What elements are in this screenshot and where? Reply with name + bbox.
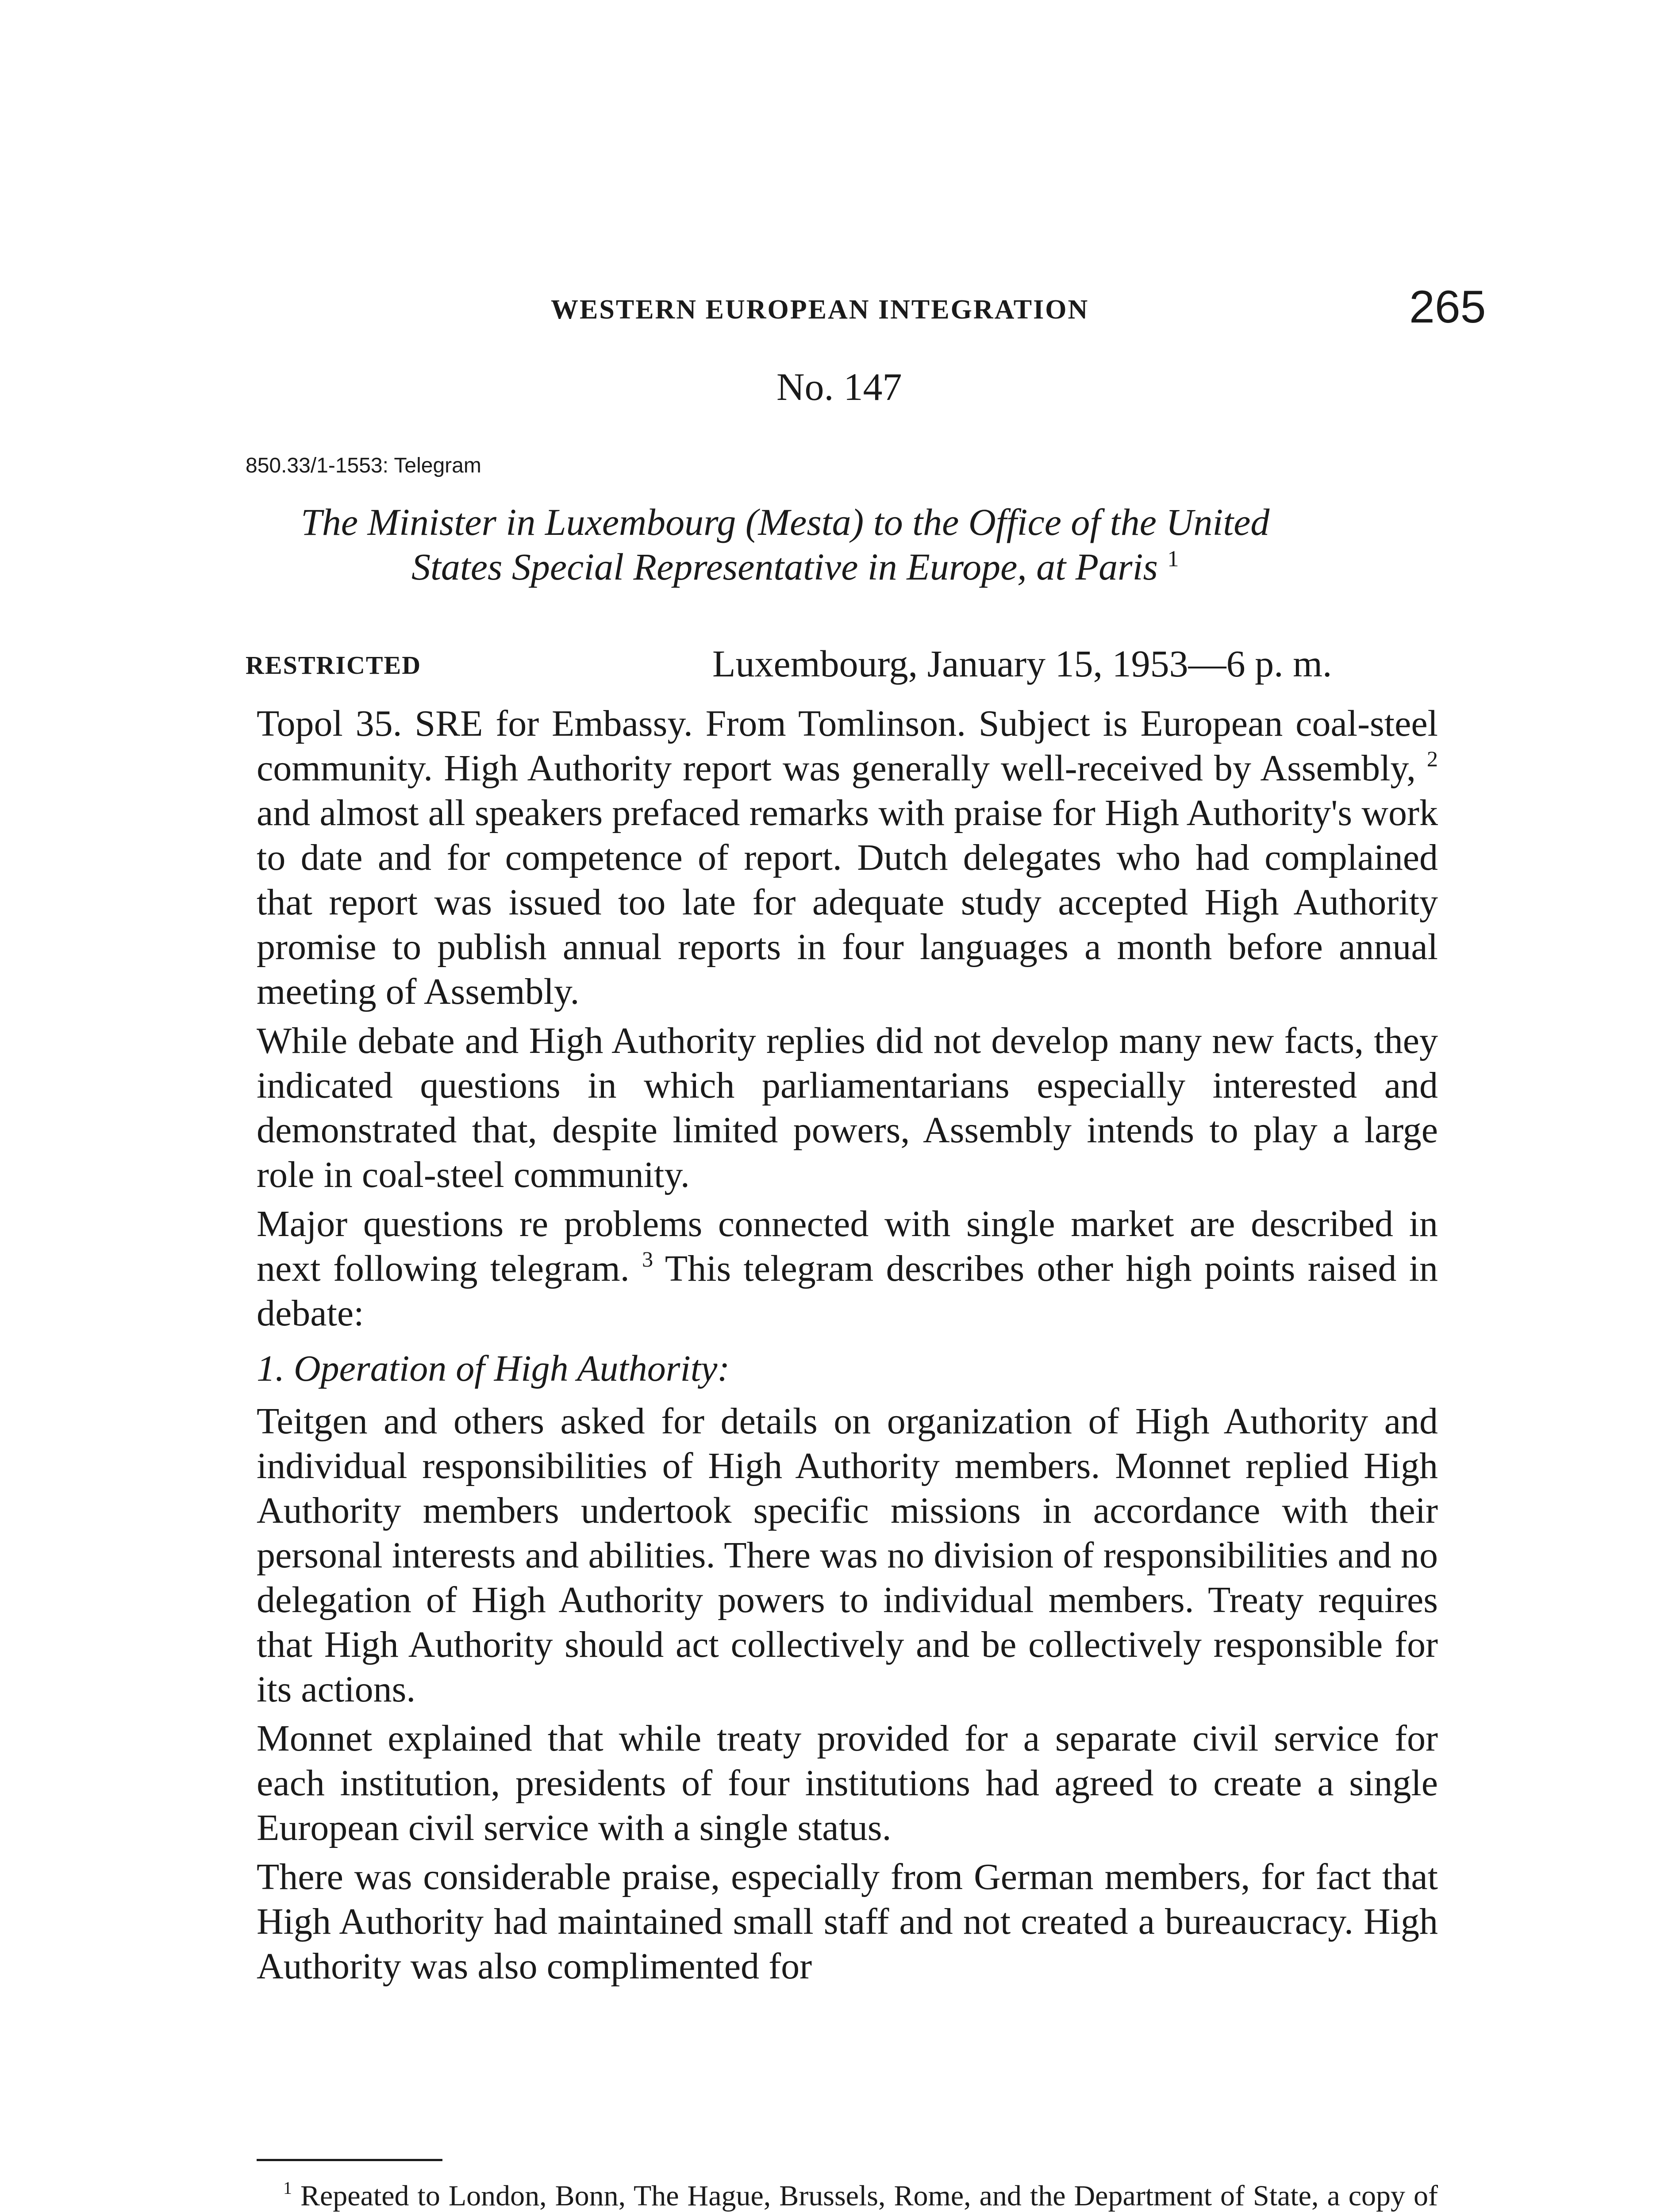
document-number: No. 147 (776, 366, 902, 409)
footnote-ref-3: 3 (642, 1247, 653, 1271)
footnotes (257, 2179, 1438, 2212)
dateline-place: Luxembourg, (712, 642, 918, 685)
paragraph-3: Major questions re problems connected with single market are described in next following telegram. $^3$ This telegram describes other high points raised in debate: (257, 1203, 1438, 1334)
paragraph-6: There was considerable praise, especially from German members, for fact that High Authority had maintained small staff and not created a bureaucracy. High Authority was also complimented for (257, 1856, 1438, 1987)
footnote-1: $^1$ Repeated to London, Bonn, The Hague, Brussels, Rome, and the Department of State, a copy of (283, 2178, 1438, 2212)
paragraph-5: Monnet explained that while treaty provided for a separate civil service for each institution, presidents of four institutions had agreed to create a single European civil service with a single status. (257, 1718, 1438, 1848)
footnote-ref-1: 1 (1167, 546, 1179, 572)
dateline-date: January 15, 1953—6 p. m. (918, 642, 1332, 685)
telegram-body (257, 701, 1438, 1993)
paragraph-4: Teitgen and others asked for details on organization of High Authority and individual responsibilities of High Authority members. Monnet replied High Authority members undertook specific missions in accordance with their personal interests and abilities. There was no division of responsibilities and no delegation of High Authority powers to individual members. Treaty requires that High Authority should act collectively and be collectively responsible for its actions. (257, 1401, 1438, 1710)
dateline (712, 641, 1332, 686)
classification-label: RESTRICTED (246, 651, 422, 680)
heading-line-2: States Special Representative in Europe, at Paris $^1$ (411, 545, 1179, 588)
footnote-ref-2: 2 (1427, 746, 1438, 771)
file-reference: 850.33/1-1553: Telegram (246, 454, 481, 477)
paragraph-1: Topol 35. SRE for Embassy. From Tomlinson. Subject is European coal-steel community. High Authority report was generally well-received by Assembly, $^2$ and almost all speakers prefaced remarks with praise for High Authority's work to date and for competence of report. Dutch delegates who had complained that report was issued too late for adequate study accepted High Authority promise to publish annual reports in four languages a month before annual meeting of Assembly. (257, 703, 1438, 1012)
paragraph-2: While debate and High Authority replies did not develop many new facts, they indicated questions in which parliamentarians especially interested and demonstrated that, despite limited powers, Assembly intends to play a large role in coal-steel community. (257, 1020, 1438, 1195)
page-number: 265 (1409, 281, 1486, 333)
document-heading (301, 500, 1487, 589)
footnote-divider (257, 2159, 442, 2161)
running-head: WESTERN EUROPEAN INTEGRATION (551, 295, 1089, 325)
heading-line-1: The Minister in Luxembourg (Mesta) to the Office of the United (301, 501, 1270, 543)
section-heading-1: 1. Operation of High Authority: (257, 1348, 730, 1389)
